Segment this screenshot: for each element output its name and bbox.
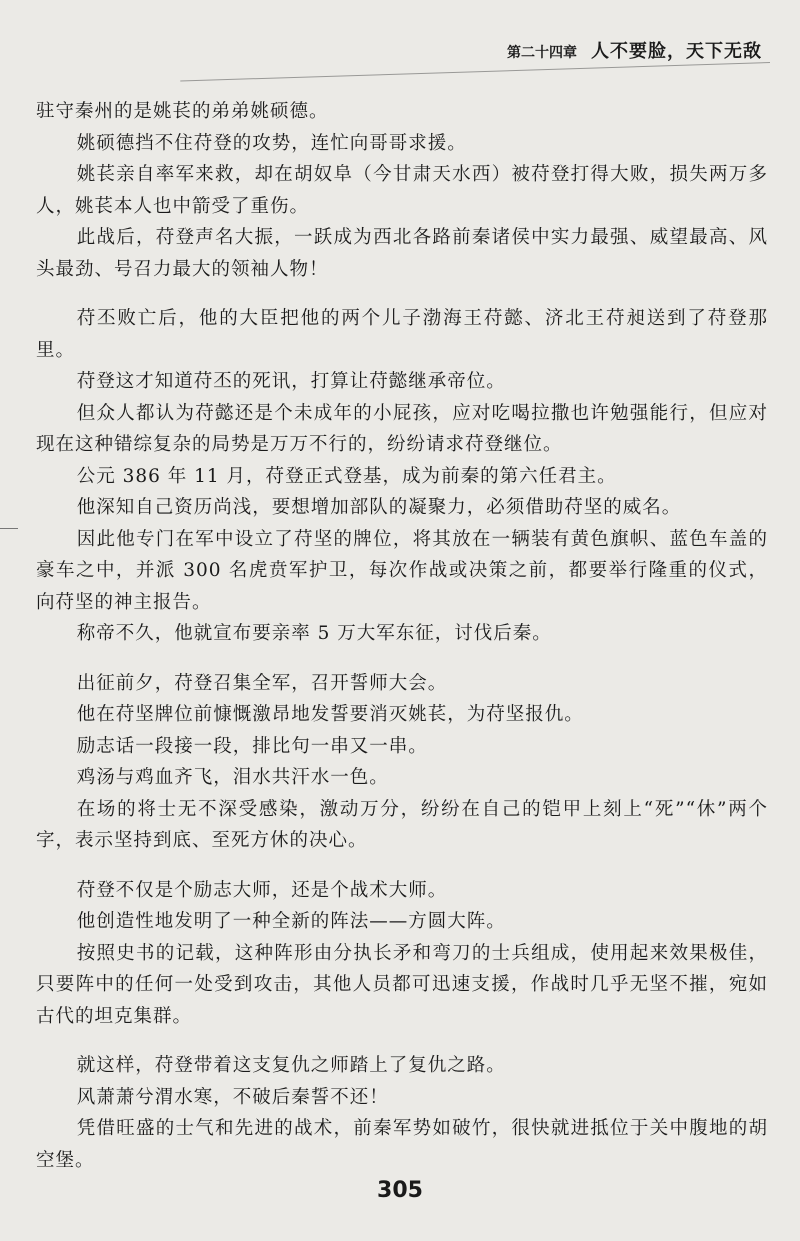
paragraph: 驻守秦州的是姚苌的弟弟姚硕德。 <box>36 101 329 122</box>
paragraph: 按照史书的记载，这种阵形由分执长矛和弯刀的士兵组成，使用起来效果极佳，只要阵中的任何一处受到攻击，其他人员都可迅速支援，作战时几乎无坚不摧，宛如古代的坦克集群。 <box>36 942 768 1027</box>
paragraph: 因此他专门在军中设立了苻坚的牌位，将其放在一辆装有黄色旗帜、蓝色车盖的豪车之中，并派 300 名虎贲军护卫，每次作战或决策之前，都要举行隆重的仪式，向苻坚的神主报告。 <box>36 528 768 613</box>
chapter-number: 第二十四章 <box>507 45 577 61</box>
paragraph: 苻登不仅是个励志大师，还是个战术大师。 <box>76 879 448 901</box>
paragraph: 但众人都认为苻懿还是个未成年的小屁孩，应对吃喝拉撒也许勉强能行，但应对现在这种错综复杂的局势是万万不行的，纷纷请求苻登继位。 <box>36 402 768 455</box>
paragraph: 姚苌亲自率军来救，却在胡奴阜（今甘肃天水西）被苻登打得大败，损失两万多人，姚苌本人也中箭受了重伤。 <box>36 164 768 217</box>
paragraph: 鸡汤与鸡血齐飞，泪水共汗水一色。 <box>76 767 389 788</box>
paragraph: 励志话一段接一段，排比句一串又一串。 <box>76 735 428 757</box>
paragraph: 称帝不久，他就宣布要亲率 5 万大军东征，讨伐后秦。 <box>76 623 552 644</box>
paragraph: 他在苻坚牌位前慷慨激昂地发誓要消灭姚苌，为苻坚报仇。 <box>76 704 584 725</box>
paragraph: 在场的将士无不深受感染，激动万分，纷纷在自己的铠甲上刻上“死”“休”两个字，表示坚持到底、至死方休的决心。 <box>36 798 768 851</box>
header-rule <box>180 62 770 82</box>
body-text <box>36 96 768 1176</box>
paragraph: 苻丕败亡后，他的大臣把他的两个儿子渤海王苻懿、济北王苻昶送到了苻登那里。 <box>36 308 768 361</box>
paragraph: 姚硕德挡不住苻登的攻势，连忙向哥哥求援。 <box>76 132 467 154</box>
running-header <box>507 37 762 63</box>
paragraph: 苻登这才知道苻丕的死讯，打算让苻懿继承帝位。 <box>76 371 506 392</box>
page-number: 305 <box>377 1178 423 1203</box>
paragraph: 风萧萧兮渭水寒，不破后秦誓不还！ <box>76 1086 389 1108</box>
paragraph: 就这样，苻登带着这支复仇之师踏上了复仇之路。 <box>76 1055 506 1076</box>
chapter-title: 人不要脸，天下无敌 <box>591 41 762 62</box>
paragraph: 出征前夕，苻登召集全军，召开誓师大会。 <box>76 672 448 694</box>
margin-mark <box>0 528 18 529</box>
paragraph: 凭借旺盛的士气和先进的战术，前秦军势如破竹，很快就进抵位于关中腹地的胡空堡。 <box>36 1118 768 1171</box>
paragraph: 他深知自己资历尚浅，要想增加部队的凝聚力，必须借助苻坚的威名。 <box>76 497 682 518</box>
paragraph: 他创造性地发明了一种全新的阵法——方圆大阵。 <box>76 911 506 932</box>
paragraph: 此战后，苻登声名大振，一跃成为西北各路前秦诸侯中实力最强、威望最高、风头最劲、号召力最大的领袖人物！ <box>36 227 768 280</box>
paragraph: 公元 386 年 11 月，苻登正式登基，成为前秦的第六任君主。 <box>76 465 617 487</box>
